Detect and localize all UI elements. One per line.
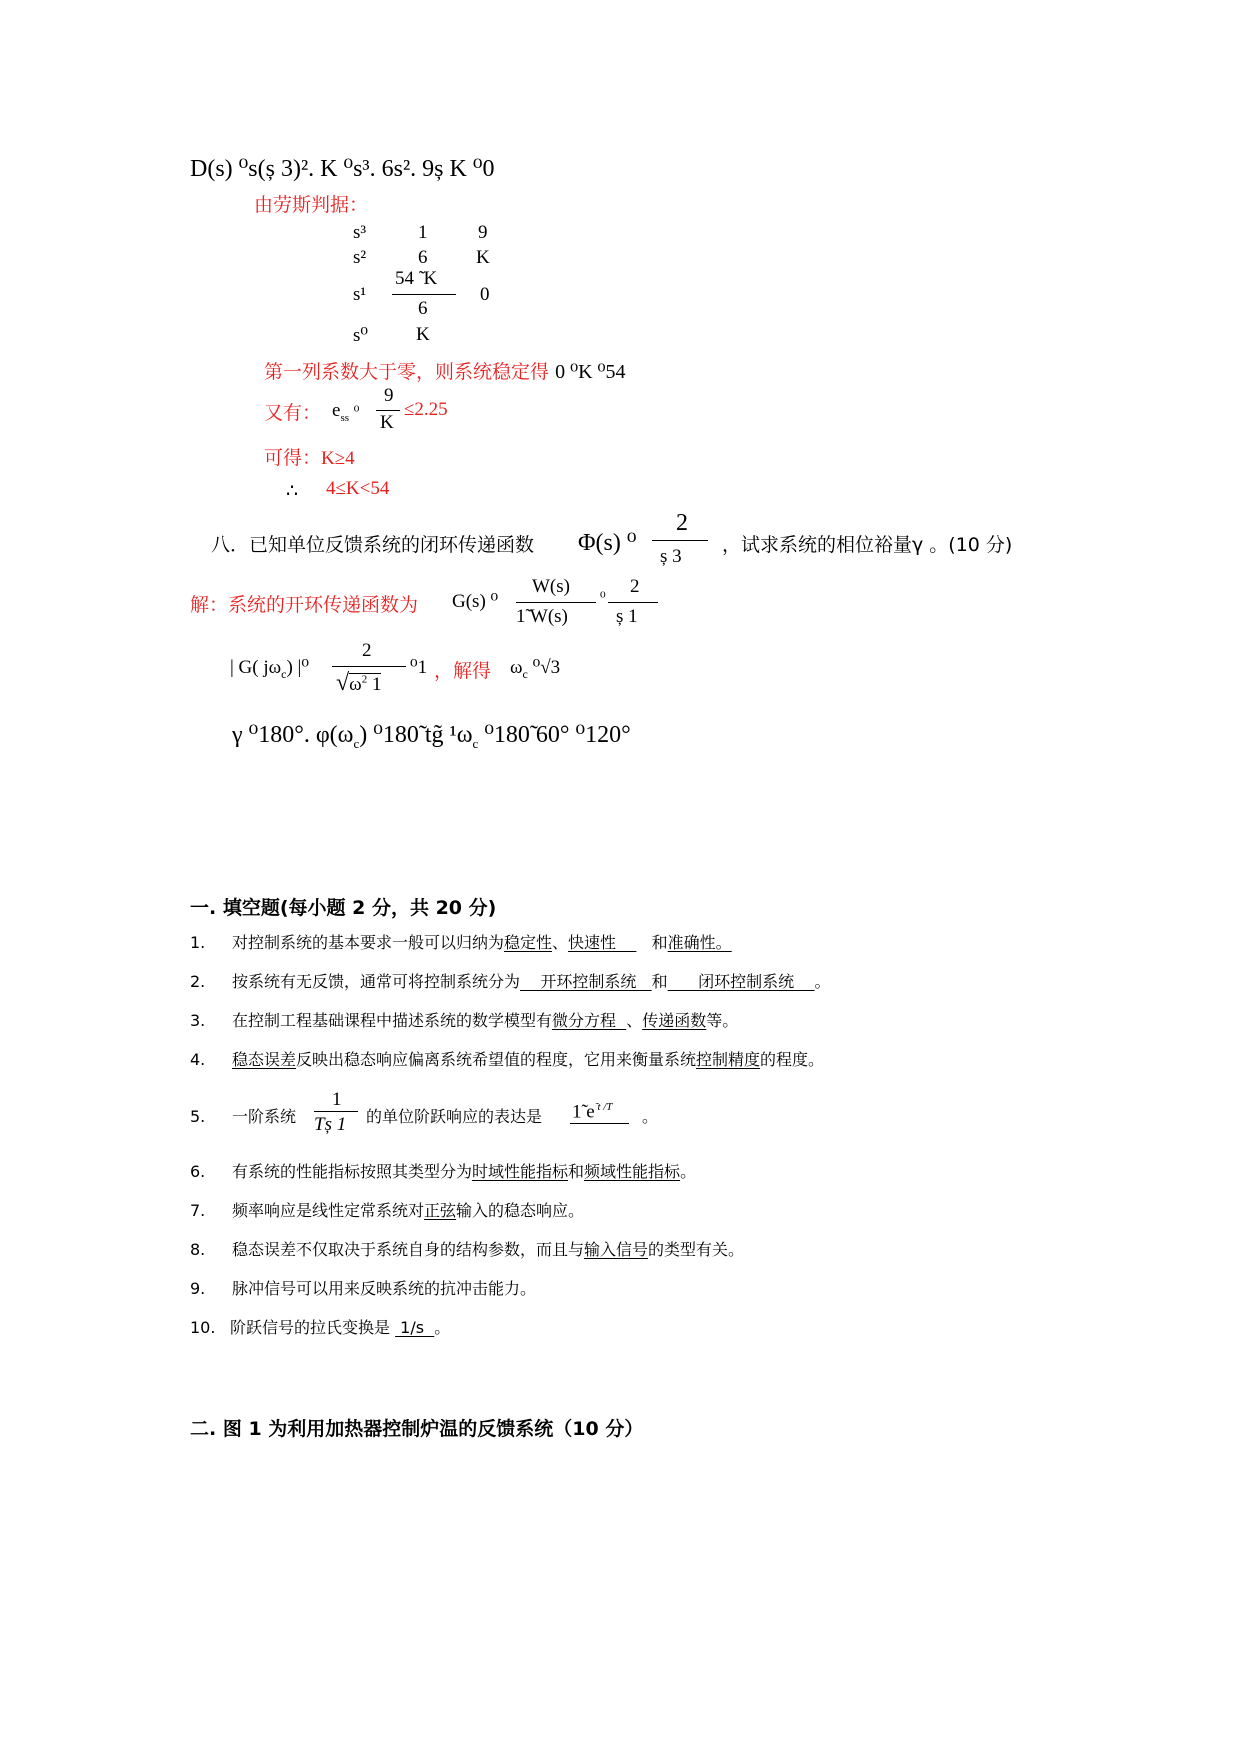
mag-lhs-sub: c bbox=[281, 666, 287, 681]
list-item-text: 一阶系统 bbox=[232, 1107, 297, 1126]
list-item-text: 和 bbox=[568, 1162, 585, 1181]
list-item-text: 按系统有无反馈，通常可将控制系统分为 bbox=[232, 972, 521, 991]
list-item-number: 10. bbox=[190, 1318, 216, 1337]
answer-blank: 闭环控制系统 bbox=[667, 972, 815, 991]
q8-wc bbox=[510, 656, 560, 682]
q8-mag-solve: ，解得 bbox=[434, 660, 492, 682]
answer-blank: 输入信号 bbox=[584, 1240, 649, 1259]
routh-intro: 由劳斯判据： bbox=[254, 194, 369, 216]
q8-phi-num: 2 bbox=[676, 510, 688, 536]
list-item-number: 6. bbox=[190, 1162, 206, 1181]
q8-gamma-line bbox=[232, 720, 631, 752]
list-item-text: 稳态误差不仅取决于系统自身的结构参数，而且与 bbox=[232, 1240, 585, 1259]
ess-label: 又有： bbox=[264, 402, 322, 424]
list-item-text: 、 bbox=[626, 1011, 643, 1030]
answer-blank: 时域性能指标 bbox=[472, 1162, 569, 1181]
routh-s1-num: 54 ̃ K bbox=[395, 268, 438, 289]
list-item-text: 和 bbox=[651, 972, 668, 991]
list-item-text: 。 bbox=[680, 1162, 697, 1181]
q8-g-eq: ⁰ bbox=[600, 591, 606, 606]
answer-blank: 1/s bbox=[395, 1318, 435, 1337]
list-item-text: 、 bbox=[552, 933, 569, 952]
ess-subscript: ss bbox=[340, 411, 349, 424]
mag-den-sup: 2 bbox=[361, 673, 368, 686]
answer-blank: 传递函数 bbox=[642, 1011, 707, 1030]
q8-g-den2: ș 1 bbox=[616, 606, 638, 627]
list-item bbox=[190, 1198, 584, 1221]
wc-value: ⁰√3 bbox=[532, 657, 561, 678]
q8-mag-rhs: ⁰1 bbox=[410, 657, 428, 678]
k-range: 4≤K<54 bbox=[326, 478, 390, 499]
q8-mag-lhs bbox=[230, 656, 309, 682]
list-item-number: 1. bbox=[190, 933, 206, 952]
q8-prefix: 八．已知单位反馈系统的闭环传递函数 bbox=[211, 534, 535, 556]
list-item bbox=[190, 1047, 824, 1070]
item5-mid: 的单位阶跃响应的表达是 bbox=[366, 1107, 543, 1126]
q8-g-num2: 2 bbox=[630, 576, 640, 597]
k-label: 可得： bbox=[264, 447, 322, 469]
item5-frac-den: Tș 1 bbox=[314, 1114, 347, 1135]
answer-blank: 频域性能指标 bbox=[584, 1162, 681, 1181]
list-item-text: 输入的稳态响应。 bbox=[456, 1201, 585, 1220]
answer-blank: 控制精度 bbox=[696, 1050, 761, 1069]
routh-s2-c1: 6 bbox=[418, 247, 428, 268]
routh-power-s1: s¹ bbox=[353, 284, 367, 305]
answer-blank: 快速性 bbox=[568, 933, 637, 952]
list-item-text: 的类型有关。 bbox=[648, 1240, 745, 1259]
q8-phi: Φ(s) ⁰ bbox=[578, 530, 637, 556]
gamma-part1: γ ⁰180°. φ(ω bbox=[232, 722, 354, 748]
list-item-number: 3. bbox=[190, 1011, 206, 1030]
routh-s2-c2: K bbox=[476, 247, 490, 268]
answer-blank: 稳态误差 bbox=[232, 1050, 297, 1069]
ess-equals: ⁰ bbox=[353, 405, 360, 420]
mag-den-rest: 1 bbox=[367, 674, 382, 695]
stability-expression: 0 ⁰K ⁰54 bbox=[555, 361, 626, 383]
item5-answer-text: 1̃ e bbox=[572, 1101, 595, 1123]
list-item-text: 反映出稳态响应偏离系统希望值的程度，它用来衡量系统 bbox=[296, 1050, 697, 1069]
list-item bbox=[190, 969, 831, 992]
item5-answer-sup: ̃ t /T bbox=[594, 1101, 613, 1113]
routh-s1-c2: 0 bbox=[480, 284, 490, 305]
routh-s1-den: 6 bbox=[418, 298, 428, 319]
gamma-part2: ) ⁰180̃ tg̃ ¹ω bbox=[359, 722, 473, 748]
q8-mag-den: $√\omega^2$ 1 bbox=[336, 670, 382, 696]
ess-rhs: ≤2.25 bbox=[404, 399, 448, 420]
mag-lhs-mid: ) |⁰ bbox=[286, 657, 309, 678]
answer-blank: 准确性。 bbox=[667, 933, 732, 952]
wc-symbol: ω bbox=[510, 657, 523, 678]
list-item-text: 对控制系统的基本要求一般可以归纳为 bbox=[232, 933, 505, 952]
answer-blank: 微分方程 bbox=[552, 1011, 627, 1030]
ess-den: K bbox=[380, 412, 394, 433]
q8-g-num1: W(s) bbox=[532, 576, 570, 597]
answer-blank: 正弦 bbox=[424, 1201, 457, 1220]
k-value: K≥4 bbox=[321, 448, 355, 469]
therefore-symbol: ∴ bbox=[286, 481, 299, 502]
gamma-sub1: c bbox=[353, 735, 360, 751]
list-item-text: 频率响应是线性定常系统对 bbox=[232, 1201, 425, 1220]
answer-blank: 开环控制系统 bbox=[520, 972, 652, 991]
routh-s3-c2: 9 bbox=[478, 222, 488, 243]
item5-end: 。 bbox=[642, 1107, 659, 1126]
item5-frac-num: 1 bbox=[332, 1089, 342, 1110]
q8-phi-den: ș 3 bbox=[660, 546, 682, 567]
q8-suffix: ，试求系统的相位裕量γ 。(10 分) bbox=[722, 534, 1013, 556]
list-item-text: 阶跃信号的拉氏变换是 bbox=[230, 1318, 396, 1337]
list-item-number: 9. bbox=[190, 1279, 206, 1298]
wc-sub: c bbox=[522, 666, 528, 681]
list-item-text: 。 bbox=[814, 972, 831, 991]
q8-g-den1: 1̃ W(s) bbox=[516, 606, 568, 627]
answer-blank: 稳定性 bbox=[504, 933, 553, 952]
list-item-text: 脉冲信号可以用来反映系统的抗冲击能力。 bbox=[232, 1279, 537, 1298]
section1-title: 一. 填空题(每小题 2 分，共 20 分) bbox=[190, 897, 497, 919]
gamma-sub2: c bbox=[472, 735, 479, 751]
list-item bbox=[190, 1315, 450, 1338]
list-item-number: 5. bbox=[190, 1107, 206, 1126]
item5-answer bbox=[570, 1101, 629, 1124]
routh-power-s2: s² bbox=[353, 247, 367, 268]
list-item-text: 在控制工程基础课程中描述系统的数学模型有 bbox=[232, 1011, 553, 1030]
mag-lhs-text: | G( jω bbox=[230, 657, 282, 678]
routh-s3-c1: 1 bbox=[418, 222, 428, 243]
mag-den-omega: ω bbox=[349, 674, 362, 695]
routh-s0-c1: K bbox=[416, 324, 430, 345]
list-item bbox=[190, 1276, 536, 1299]
q8-solution-label: 解：系统的开环传递函数为 bbox=[190, 594, 419, 616]
list-item-text: 有系统的性能指标按照其类型分为 bbox=[232, 1162, 473, 1181]
list-item-number: 8. bbox=[190, 1240, 206, 1259]
list-item-text: 等。 bbox=[706, 1011, 739, 1030]
q8-mag-num: 2 bbox=[362, 640, 372, 661]
char-equation: D(s) ⁰s(ș 3)². K ⁰s³. 6s². 9ș K ⁰0 bbox=[190, 156, 495, 182]
list-item bbox=[190, 1104, 296, 1127]
ess-num: 9 bbox=[384, 385, 394, 406]
ess-symbol: e bbox=[332, 400, 341, 421]
list-item-text: 的程度。 bbox=[760, 1050, 825, 1069]
list-item bbox=[190, 1237, 744, 1260]
k-result bbox=[264, 443, 355, 470]
stability-condition bbox=[264, 357, 626, 384]
list-item bbox=[190, 1159, 696, 1182]
gamma-part3: ⁰180̃ 60° ⁰120° bbox=[484, 722, 631, 748]
list-item-text: 。 bbox=[434, 1318, 451, 1337]
section2-title: 二. 图 1 为利用加热器控制炉温的反馈系统（10 分） bbox=[190, 1418, 644, 1440]
list-item-text: 和 bbox=[636, 933, 668, 952]
routh-power-s0: s⁰ bbox=[353, 325, 369, 346]
routh-power-s3: s³ bbox=[353, 222, 367, 243]
list-item-number: 4. bbox=[190, 1050, 206, 1069]
stability-text: 第一列系数大于零，则系统稳定得 bbox=[264, 361, 550, 383]
ess-lhs bbox=[332, 400, 359, 424]
list-item bbox=[190, 1008, 738, 1031]
list-item-number: 7. bbox=[190, 1201, 206, 1220]
list-item bbox=[190, 930, 732, 953]
q8-g-lhs: G(s) ⁰ bbox=[452, 591, 499, 612]
list-item-number: 2. bbox=[190, 972, 206, 991]
